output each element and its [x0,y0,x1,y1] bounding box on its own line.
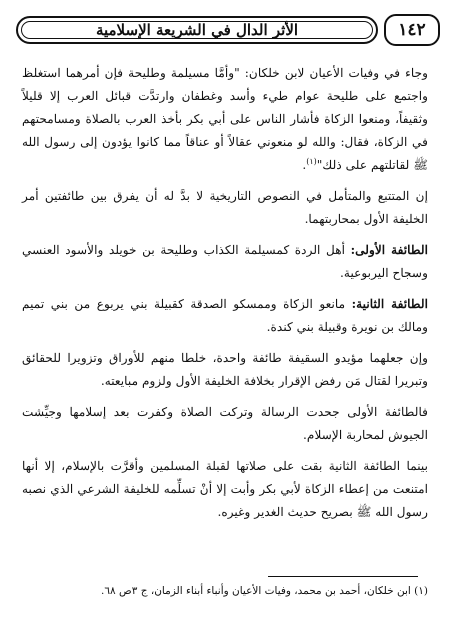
paragraph-3 [22,239,428,285]
second-group-label: الطائفة الثانية: [351,297,428,311]
first-group-text: أهل الردة كمسيلمة الكذاب وطليحة بن خويلد والأسود العنسي وسجاح اليربوعية. [22,243,428,280]
footnote-ref: (١) [306,156,317,166]
paragraph-6: فالطائفة الأولى جحدت الرسالة وتركت الصلاة وكفرت بعد إسلامها وجيِّشت الجيوش لمحاربة الإسلام. [22,405,428,442]
paragraph-1-text: وجاء في وفيات الأعيان لابن خلكان: "وأمَّا مسيلمة وطليحة فإن أمرهما استغلظ واجتمع على طليحة عوام طيء وأسد وغطفان وارتدَّت قبائل العرب إلا قليلاً وثقيفاً، ومنعوا الزكاة فأشار الناس على أبي بكر بأخذ العرب بالصلاة ومسامحتهم في الزكاة، فقال: والله لو منعوني عقالاً أو عناقاً مما كانوا يؤدون إلى رسول الله ﷺ لقاتلتهم على ذلك" [22,66,428,172]
page-header [16,12,440,48]
footnote: (١) ابن خلكان، أحمد بن محمد، وفيات الأعيان وأنباء أبناء الزمان، ج ٣ص ٦٨. [101,585,428,597]
first-group-label: الطائفة الأولى: [350,243,428,257]
paragraph-5: وإن جعلهما مؤيدو السقيفة طائفة واحدة، خلطا منهم للأوراق وتزويرا للحقائق وتبريرا لقتال مَن رفض الإقرار بخلافة الخليفة الأول ولزوم مبايعته. [22,351,428,388]
body-text [22,62,428,532]
paragraph-4 [22,293,428,339]
paragraph-2: إن المتتبع والمتأمل في النصوص التاريخية لا بدَّ له أن يفرق بين طائفتين أمر الخليفة الأول بمحاربتهما. [22,189,428,226]
footnote-divider [268,576,418,577]
paragraph-1: وجاء في وفيات الأعيان لابن خلكان: "وأمَّا مسيلمة وطليحة فإن أمرهما استغلظ واجتمع على طليحة عوام طيء وأسد وغطفان وارتدَّت قبائل العرب إلا قليلاً وثقيفاً، ومنعوا الزكاة فأشار الناس على أبي بكر بأخذ العرب بالصلاة ومسامحتهم في الزكاة، فقال: والله لو منعوني عقالاً أو عناقاً مما كانوا يؤدون إلى رسول الله ﷺ لقاتلتهم على ذلك"$^{(١)}$. [22,66,428,172]
page-number: ١٤٢ [384,14,440,46]
paragraph-7: بينما الطائفة الثانية بقت على صلاتها لقبلة المسلمين وأقرَّت بالإسلام، إلا أنها امتنعت من إعطاء الزكاة لأبي بكر وأبت إلا أنْ تسلِّمه للخليفة الشرعي الذي نصبه رسول الله ﷺ بصريح حديث الغدير وغيره. [22,459,428,519]
second-group-text: مانعو الزكاة وممسكو الصدقة كقبيلة بني يربوع من بني تميم ومالك بن نويرة وقبيلة بني كندة. [22,297,428,334]
header-title: الأثر الدال في الشريعة الإسلامية [16,16,378,44]
